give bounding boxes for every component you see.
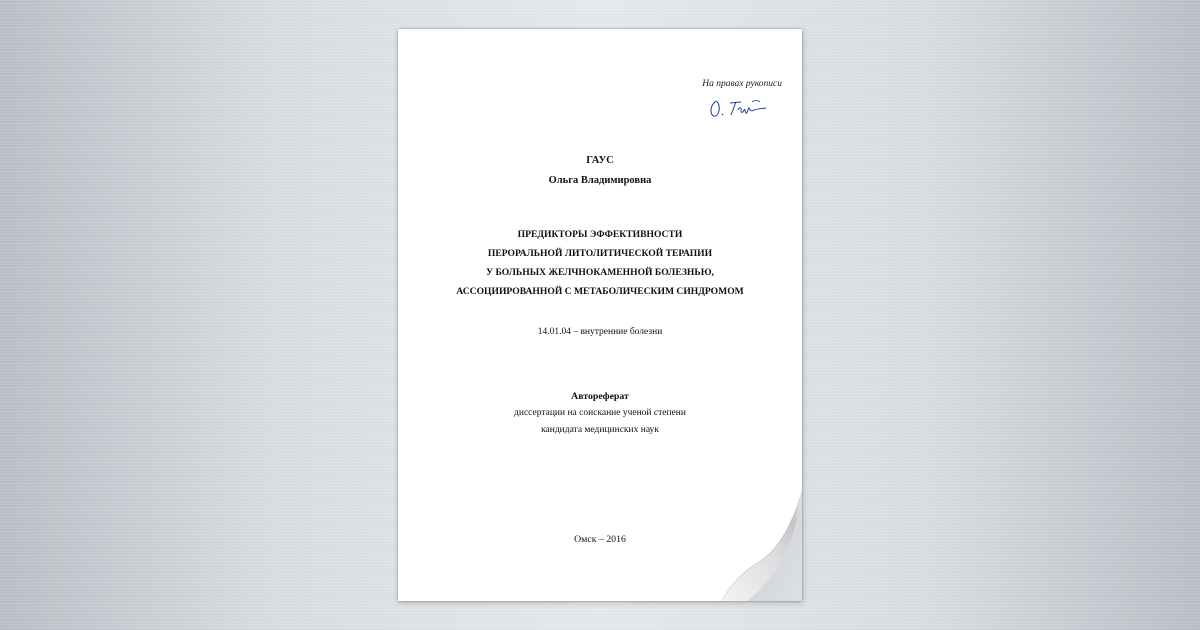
author-surname: ГАУС	[586, 155, 614, 166]
rights-note: На правах рукописи	[702, 79, 782, 89]
page-curl	[722, 481, 802, 601]
title-line: У БОЛЬНЫХ ЖЕЛЧНОКАМЕННОЙ БОЛЕЗНЬЮ,	[486, 267, 714, 278]
specialty-code: 14.01.04 – внутренние болезни	[537, 327, 663, 337]
title-line: АССОЦИИРОВАННОЙ С МЕТАБОЛИЧЕСКИМ СИНДРОМОМ	[456, 286, 744, 297]
handwritten-signature	[708, 97, 768, 119]
document-page	[398, 29, 802, 601]
place-and-year: Омск – 2016	[574, 534, 626, 545]
abstract-line: диссертации на соискание ученой степени	[514, 408, 686, 418]
abstract-line: кандидата медицинских наук	[541, 425, 659, 435]
title-line: ПЕРОРАЛЬНОЙ ЛИТОЛИТИЧЕСКОЙ ТЕРАПИИ	[487, 248, 713, 259]
dissertation-title	[398, 225, 802, 301]
title-line: ПРЕДИКТОРЫ ЭФФЕКТИВНОСТИ	[517, 229, 683, 240]
abstract-heading: Автореферат	[571, 391, 629, 402]
author-name: Ольга Владимировна	[548, 175, 652, 186]
